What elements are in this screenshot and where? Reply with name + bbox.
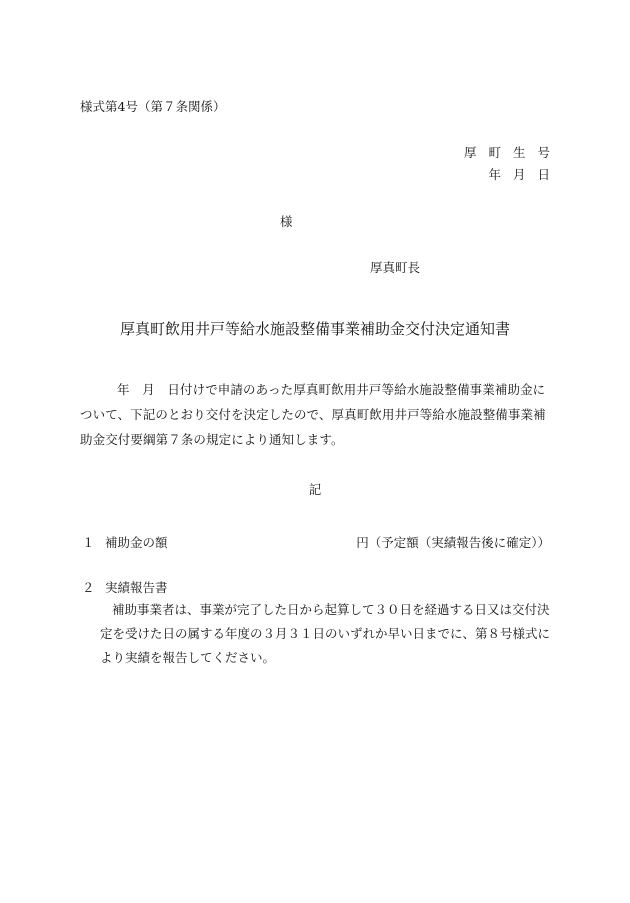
item-number-2: ２ — [82, 580, 95, 595]
body-paragraph: 年 月 日付けで申請のあった厚真町飲用井戸等給水施設整備事業補助金について、下記のとおり交付を決定したので、厚真町飲用井戸等給水施設整備事業補助金交付要綱第７条の規定により通知します。 — [80, 382, 546, 447]
ki-heading: 記 — [308, 482, 322, 497]
sender-name: 厚真町長 — [370, 260, 421, 275]
subsidy-amount-value: 円（予定額（実績報告後に確定）） — [356, 535, 550, 550]
form-number: 様式第4号（第７条関係） — [80, 99, 226, 114]
document-number: 厚町生号 — [463, 145, 562, 160]
subsidy-amount-label: 補助金の額 — [105, 535, 168, 550]
recipient-honorific: 様 — [280, 214, 293, 229]
performance-report-body: 補助事業者は、事業が完了した日から起算して３０日を経過する日又は交付決定を受けた日の属する年度の３月３１日のいずれか早い日までに、第８号様式により実績を報告してください。 — [100, 602, 551, 665]
item-number-1: １ — [82, 535, 95, 550]
performance-report-label: 実績報告書 — [105, 580, 168, 595]
document-title: 厚真町飲用井戸等給水施設整備事業補助金交付決定通知書 — [119, 320, 510, 338]
document-date: 年月日 — [488, 167, 562, 182]
